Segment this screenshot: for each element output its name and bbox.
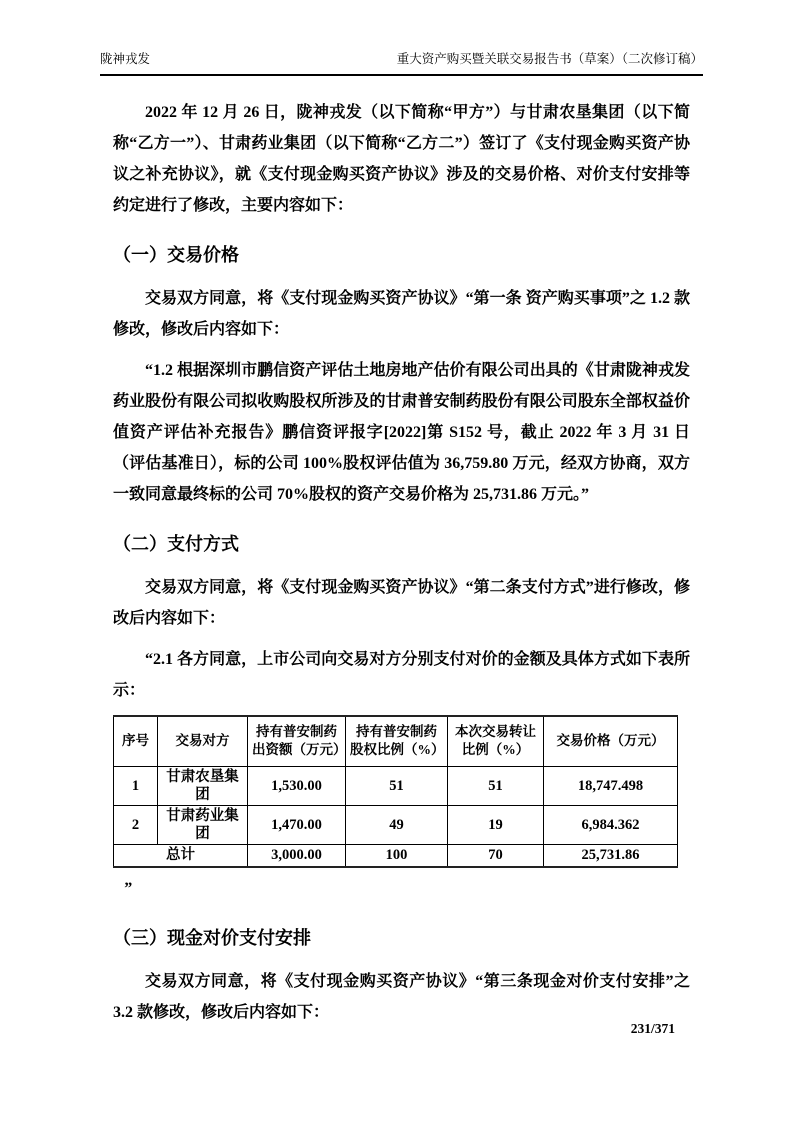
col-header-price: 交易价格（万元） <box>544 716 678 766</box>
cell-capital: 1,530.00 <box>248 766 346 805</box>
section2-paragraph-2: “2.1 各方同意，上市公司向交易对方分别支付对价的金额及具体方式如下表所示： <box>113 651 690 699</box>
cell-capital: 1,470.00 <box>248 805 346 844</box>
col-header-counterparty: 交易对方 <box>158 716 248 766</box>
cell-total-price: 25,731.86 <box>544 844 678 867</box>
cell-total-transfer-pct: 70 <box>448 844 544 867</box>
section1-paragraph-2: “1.2 根据深圳市鹏信资产评估土地房地产估价有限公司出具的《甘肃陇神戎发药业股份有限公司拟收购股权所涉及的甘肃普安制药股份有限公司股东全部权益价值资产评估补充报告》鹏信资评报字[2022]第 S152 号，截止 2022 年 3 月 31 日（评估基准日），标的公司 100%股权评估值为 36,759.80 万元，经双方协商，双方一致同意最终标的公司 70%股权的资产交易价格为 25,731.86 万元。” <box>113 362 690 503</box>
cell-total-capital: 3,000.00 <box>248 844 346 867</box>
cell-price: 18,747.498 <box>544 766 678 805</box>
payment-table <box>113 715 678 868</box>
section1-paragraph-1: 交易双方同意，将《支付现金购买资产协议》“第一条 资产购买事项”之 1.2 款修改，修改后内容如下： <box>113 290 690 338</box>
document-body <box>113 97 690 1028</box>
table-header-row <box>114 716 678 766</box>
cell-equity-pct: 51 <box>346 766 448 805</box>
header-company-name: 陇神戎发 <box>100 52 151 66</box>
col-header-capital: 持有普安制药出资额（万元） <box>248 716 346 766</box>
section-heading-2: （二）支付方式 <box>113 534 239 554</box>
cell-total-label: 总计 <box>114 844 248 867</box>
header-document-title: 重大资产购买暨关联交易报告书（草案）（二次修订稿） <box>396 52 703 66</box>
section2-paragraph-1: 交易双方同意，将《支付现金购买资产协议》“第二条支付方式”进行修改，修改后内容如下： <box>113 579 690 627</box>
section-heading-1: （一）交易价格 <box>113 245 239 265</box>
section3-paragraph-1: 交易双方同意，将《支付现金购买资产协议》“第三条现金对价支付安排”之 3.2 款修改，修改后内容如下： <box>113 973 690 1021</box>
table-row <box>114 766 678 805</box>
cell-counterparty: 甘肃农垦集团 <box>158 766 248 805</box>
cell-price: 6,984.362 <box>544 805 678 844</box>
cell-transfer-pct: 19 <box>448 805 544 844</box>
intro-paragraph: 2022 年 12 月 26 日，陇神戎发（以下简称“甲方”）与甘肃农垦集团（以下简称“乙方一”）、甘肃药业集团（以下简称“乙方二”）签订了《支付现金购买资产协议之补充协议》，就《支付现金购买资产协议》涉及的交易价格、对价支付安排等约定进行了修改，主要内容如下： <box>113 104 690 214</box>
cell-equity-pct: 49 <box>346 805 448 844</box>
col-header-index: 序号 <box>114 716 158 766</box>
cell-index: 1 <box>114 766 158 805</box>
running-header <box>100 50 703 76</box>
col-header-transfer-pct: 本次交易转让比例（%） <box>448 716 544 766</box>
cell-index: 2 <box>114 805 158 844</box>
table-total-row <box>114 844 678 867</box>
cell-total-equity-pct: 100 <box>346 844 448 867</box>
table-row <box>114 805 678 844</box>
cell-counterparty: 甘肃药业集团 <box>158 805 248 844</box>
col-header-equity-pct: 持有普安制药股权比例（%） <box>346 716 448 766</box>
cell-transfer-pct: 51 <box>448 766 544 805</box>
section-heading-3: （三）现金对价支付安排 <box>113 928 311 948</box>
table-closing-quote: ” <box>124 880 133 897</box>
page-number: 231/371 <box>630 1021 675 1036</box>
